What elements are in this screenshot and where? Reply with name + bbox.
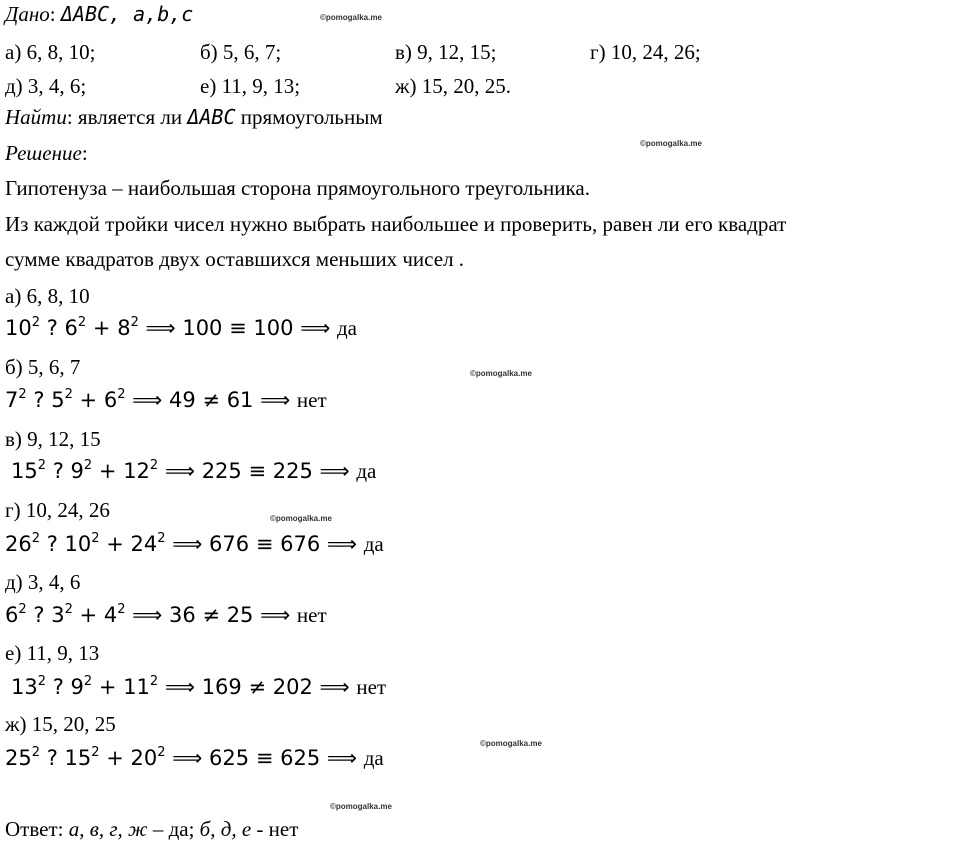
relation-sign: ≡ bbox=[229, 316, 247, 340]
option-a: а) 6, 8, 10; bbox=[5, 40, 96, 64]
implies-arrow: ⟹ bbox=[326, 532, 358, 556]
exponent: 2 bbox=[31, 745, 41, 760]
leg-b-value: 8 bbox=[117, 316, 131, 340]
exponent: 2 bbox=[64, 387, 73, 402]
leg-a-value: 3 bbox=[51, 603, 65, 627]
case-answer: нет bbox=[296, 388, 327, 412]
question-mark: ? bbox=[46, 746, 58, 770]
exponent: 2 bbox=[157, 531, 166, 546]
case-equation bbox=[5, 602, 327, 627]
solution-heading bbox=[5, 143, 88, 164]
case-label: д) 3, 4, 6 bbox=[5, 570, 81, 594]
watermark: ©pomogalka.me bbox=[270, 514, 332, 523]
implies-arrow: ⟹ bbox=[164, 675, 195, 699]
relation-sign: ≡ bbox=[248, 459, 267, 483]
option-v: в) 9, 12, 15; bbox=[395, 40, 497, 64]
rhs-value: 100 bbox=[253, 316, 294, 340]
implies-arrow: ⟹ bbox=[319, 675, 350, 699]
rhs-value: 676 bbox=[280, 532, 321, 556]
relation-sign: ≡ bbox=[255, 532, 274, 556]
implies-arrow: ⟹ bbox=[326, 746, 358, 770]
hypotenuse-value: 15 bbox=[11, 459, 38, 483]
case-label: е) 11, 9, 13 bbox=[5, 641, 100, 665]
plus-sign: + bbox=[79, 388, 98, 412]
relation-sign: ≠ bbox=[202, 388, 220, 412]
relation-sign: ≡ bbox=[255, 746, 274, 770]
watermark: ©pomogalka.me bbox=[320, 13, 382, 22]
solution-colon: : bbox=[81, 141, 88, 165]
exponent: 2 bbox=[18, 602, 27, 617]
implies-arrow: ⟹ bbox=[132, 388, 163, 412]
plus-sign: + bbox=[98, 675, 117, 699]
lhs-value: 49 bbox=[168, 388, 196, 412]
given-triangle: ΔABC bbox=[60, 2, 110, 26]
option-zh: ж) 15, 20, 25. bbox=[395, 74, 512, 98]
exponent: 2 bbox=[157, 745, 166, 760]
case-label: а) 6, 8, 10 bbox=[5, 284, 90, 308]
case-answer: нет bbox=[356, 675, 387, 699]
option-d: д) 3, 4, 6; bbox=[5, 74, 87, 98]
explanation-line-2: Из каждой тройки чисел нужно выбрать наибольшее и проверить, равен ли его квадрат bbox=[5, 212, 787, 236]
rhs-value: 202 bbox=[272, 675, 313, 699]
case-label: в) 9, 12, 15 bbox=[5, 427, 101, 451]
rhs-value: 225 bbox=[272, 459, 313, 483]
exponent: 2 bbox=[37, 458, 47, 473]
case-answer: да bbox=[356, 459, 377, 483]
answer-label: Ответ: bbox=[5, 817, 69, 841]
case-label: ж) 15, 20, 25 bbox=[5, 712, 116, 736]
rhs-value: 25 bbox=[226, 603, 254, 627]
given-sides: , a,b,c bbox=[109, 2, 194, 26]
question-mark: ? bbox=[52, 459, 64, 483]
implies-arrow: ⟹ bbox=[300, 316, 331, 340]
hypotenuse-value: 25 bbox=[5, 746, 32, 770]
lhs-value: 100 bbox=[182, 316, 223, 340]
leg-b-value: 6 bbox=[103, 388, 118, 412]
hypotenuse-value: 26 bbox=[5, 532, 32, 556]
exponent: 2 bbox=[130, 315, 139, 330]
exponent: 2 bbox=[91, 745, 100, 760]
leg-a-value: 5 bbox=[51, 388, 65, 412]
question-mark: ? bbox=[52, 675, 64, 699]
exponent: 2 bbox=[64, 602, 73, 617]
rhs-value: 625 bbox=[280, 746, 321, 770]
leg-a-value: 6 bbox=[64, 316, 78, 340]
case-answer: да bbox=[363, 532, 384, 556]
implies-arrow: ⟹ bbox=[164, 459, 195, 483]
find-triangle: ΔABC bbox=[187, 105, 236, 129]
exponent: 2 bbox=[83, 674, 93, 689]
exponent: 2 bbox=[77, 315, 87, 330]
implies-arrow: ⟹ bbox=[145, 316, 176, 340]
rhs-value: 61 bbox=[226, 388, 254, 412]
watermark: ©pomogalka.me bbox=[330, 802, 392, 811]
exponent: 2 bbox=[37, 674, 47, 689]
case-equation bbox=[5, 315, 357, 340]
answer-yes-letters: а, в, г, ж bbox=[68, 817, 148, 841]
case-answer: нет bbox=[296, 603, 327, 627]
leg-b-value: 24 bbox=[130, 532, 158, 556]
watermark: ©pomogalka.me bbox=[480, 739, 542, 748]
given-label: Дано bbox=[5, 2, 50, 26]
lhs-value: 169 bbox=[201, 675, 242, 699]
case-equation bbox=[11, 458, 377, 483]
find-line bbox=[5, 107, 383, 128]
find-text-before: : является ли bbox=[66, 105, 188, 129]
hypotenuse-value: 10 bbox=[5, 316, 32, 340]
exponent: 2 bbox=[117, 387, 126, 402]
option-b: б) 5, 6, 7; bbox=[200, 40, 282, 64]
case-label: б) 5, 6, 7 bbox=[5, 355, 81, 379]
leg-b-value: 12 bbox=[123, 459, 150, 483]
watermark: ©pomogalka.me bbox=[470, 369, 532, 378]
case-equation bbox=[11, 674, 387, 699]
case-equation bbox=[5, 531, 384, 556]
exponent: 2 bbox=[31, 315, 41, 330]
answer-yes-text: – да; bbox=[147, 817, 200, 841]
exponent: 2 bbox=[83, 458, 93, 473]
hypotenuse-value: 7 bbox=[5, 388, 19, 412]
exponent: 2 bbox=[117, 602, 126, 617]
leg-b-value: 11 bbox=[123, 675, 150, 699]
lhs-value: 36 bbox=[168, 603, 196, 627]
leg-a-value: 9 bbox=[70, 675, 84, 699]
case-equation bbox=[5, 387, 327, 412]
plus-sign: + bbox=[98, 459, 117, 483]
leg-a-value: 9 bbox=[70, 459, 84, 483]
implies-arrow: ⟹ bbox=[172, 532, 203, 556]
find-label: Найти bbox=[5, 105, 67, 129]
leg-a-value: 10 bbox=[64, 532, 92, 556]
lhs-value: 676 bbox=[209, 532, 250, 556]
leg-b-value: 4 bbox=[103, 603, 118, 627]
option-g: г) 10, 24, 26; bbox=[590, 40, 701, 64]
answer-line bbox=[5, 819, 298, 840]
implies-arrow: ⟹ bbox=[260, 388, 291, 412]
lhs-value: 225 bbox=[201, 459, 242, 483]
exponent: 2 bbox=[31, 531, 41, 546]
implies-arrow: ⟹ bbox=[172, 746, 203, 770]
implies-arrow: ⟹ bbox=[319, 459, 350, 483]
leg-a-value: 15 bbox=[64, 746, 92, 770]
given-line bbox=[5, 4, 193, 25]
question-mark: ? bbox=[46, 316, 58, 340]
case-answer: да bbox=[336, 316, 357, 340]
option-e: е) 11, 9, 13; bbox=[200, 74, 301, 98]
hypotenuse-value: 6 bbox=[5, 603, 19, 627]
exponent: 2 bbox=[149, 458, 159, 473]
question-mark: ? bbox=[33, 388, 45, 412]
find-text-after: прямоугольным bbox=[235, 105, 383, 129]
implies-arrow: ⟹ bbox=[260, 603, 291, 627]
relation-sign: ≠ bbox=[248, 675, 267, 699]
case-label: г) 10, 24, 26 bbox=[5, 498, 110, 522]
hypotenuse-value: 13 bbox=[11, 675, 38, 699]
plus-sign: + bbox=[92, 316, 111, 340]
exponent: 2 bbox=[149, 674, 159, 689]
leg-b-value: 20 bbox=[130, 746, 158, 770]
plus-sign: + bbox=[79, 603, 98, 627]
plus-sign: + bbox=[106, 746, 124, 770]
question-mark: ? bbox=[33, 603, 45, 627]
solution-label: Решение bbox=[5, 141, 82, 165]
explanation-line-3: сумме квадратов двух оставшихся меньших чисел . bbox=[5, 247, 465, 271]
exponent: 2 bbox=[18, 387, 27, 402]
case-answer: да bbox=[363, 746, 384, 770]
watermark: ©pomogalka.me bbox=[640, 139, 702, 148]
case-equation bbox=[5, 745, 384, 770]
relation-sign: ≠ bbox=[202, 603, 220, 627]
answer-no-text: - нет bbox=[251, 817, 299, 841]
lhs-value: 625 bbox=[209, 746, 250, 770]
explanation-line-1: Гипотенуза – наибольшая сторона прямоугольного треугольника. bbox=[5, 176, 590, 200]
answer-no-letters: б, д, е bbox=[199, 817, 252, 841]
given-colon: : bbox=[49, 2, 56, 26]
plus-sign: + bbox=[106, 532, 124, 556]
implies-arrow: ⟹ bbox=[132, 603, 163, 627]
question-mark: ? bbox=[46, 532, 58, 556]
exponent: 2 bbox=[91, 531, 100, 546]
